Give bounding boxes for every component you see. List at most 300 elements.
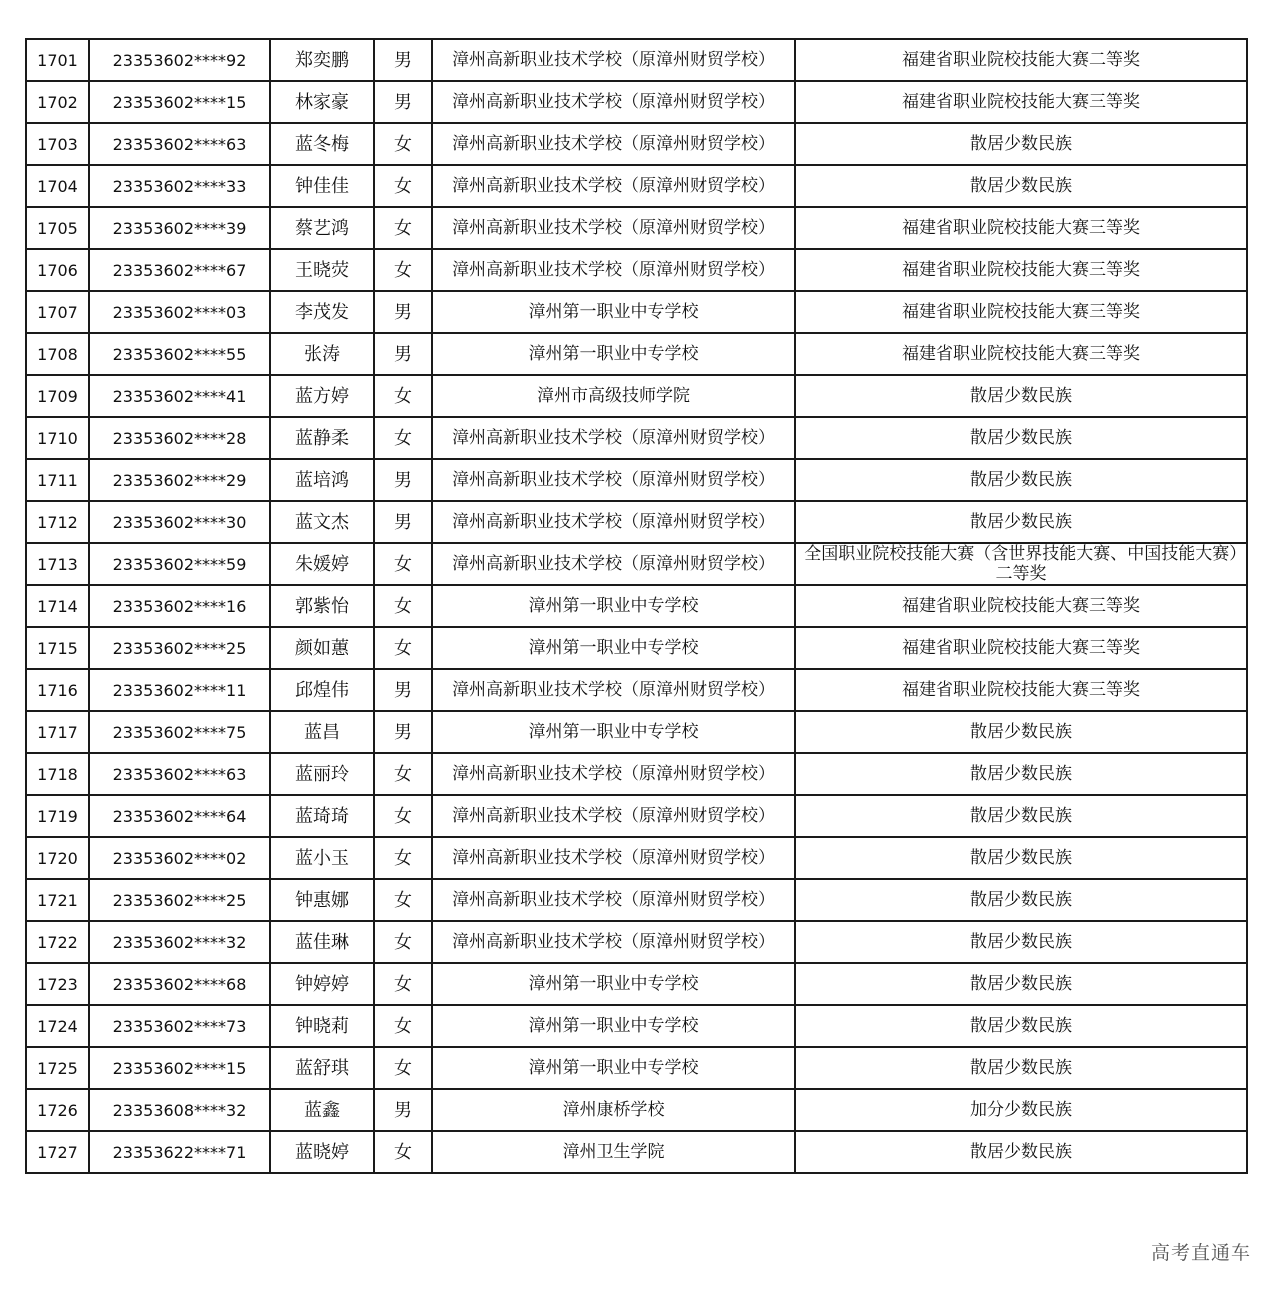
school-cell <box>432 585 795 627</box>
bonus-reason-cell-text: 散居少数民族 <box>970 427 1072 448</box>
exam-id-cell <box>89 165 270 207</box>
school-cell <box>432 627 795 669</box>
student-name-cell <box>270 1089 374 1131</box>
student-name-cell-text: 邱煌伟 <box>295 679 349 701</box>
serial-number-cell-text: 1727 <box>37 1142 78 1162</box>
school-cell-text: 漳州高新职业技术学校（原漳州财贸学校） <box>452 511 775 532</box>
gender-cell-text: 男 <box>394 721 412 743</box>
school-cell <box>432 291 795 333</box>
student-name-cell-text: 王晓荧 <box>295 259 349 281</box>
gender-cell-text: 男 <box>394 511 412 533</box>
bonus-reason-cell <box>795 543 1247 585</box>
serial-number-cell <box>26 207 89 249</box>
school-cell-text: 漳州第一职业中专学校 <box>528 1057 699 1078</box>
bonus-reason-cell <box>795 711 1247 753</box>
exam-id-cell <box>89 921 270 963</box>
school-cell <box>432 837 795 879</box>
gender-cell <box>374 921 432 963</box>
gender-cell <box>374 1131 432 1173</box>
student-name-cell-text: 郭紫怡 <box>295 595 349 617</box>
gender-cell <box>374 543 432 585</box>
school-cell-text: 漳州高新职业技术学校（原漳州财贸学校） <box>452 91 775 112</box>
school-cell-text: 漳州高新职业技术学校（原漳州财贸学校） <box>452 805 775 826</box>
student-name-cell <box>270 837 374 879</box>
exam-id-cell-text: 23353602****55 <box>112 344 247 364</box>
serial-number-cell-text: 1715 <box>37 638 78 658</box>
table-row <box>26 921 1247 963</box>
exam-id-cell <box>89 879 270 921</box>
bonus-reason-cell-text: 散居少数民族 <box>970 847 1072 868</box>
school-cell <box>432 963 795 1005</box>
bonus-reason-cell-text: 散居少数民族 <box>970 973 1072 994</box>
serial-number-cell-text: 1722 <box>37 932 78 952</box>
school-cell <box>432 1005 795 1047</box>
gender-cell-text: 女 <box>394 385 412 407</box>
student-name-cell-text: 钟惠娜 <box>295 889 349 911</box>
gender-cell-text: 女 <box>394 217 412 239</box>
student-name-cell-text: 蓝冬梅 <box>295 133 349 155</box>
student-name-cell <box>270 459 374 501</box>
exam-id-cell-text: 23353602****92 <box>112 50 247 70</box>
gender-cell-text: 女 <box>394 427 412 449</box>
exam-id-cell-text: 23353602****41 <box>112 386 247 406</box>
exam-id-cell <box>89 501 270 543</box>
bonus-reason-cell-text: 福建省职业院校技能大赛三等奖 <box>902 343 1140 364</box>
student-name-cell <box>270 963 374 1005</box>
student-name-cell-text: 钟婷婷 <box>295 973 349 995</box>
school-cell-text: 漳州高新职业技术学校（原漳州财贸学校） <box>452 217 775 238</box>
student-name-cell <box>270 711 374 753</box>
table-row <box>26 375 1247 417</box>
table-row <box>26 753 1247 795</box>
bonus-reason-cell-text: 散居少数民族 <box>970 721 1072 742</box>
school-cell <box>432 81 795 123</box>
bonus-reason-cell-text: 散居少数民族 <box>970 133 1072 154</box>
exam-id-cell <box>89 207 270 249</box>
serial-number-cell-text: 1714 <box>37 596 78 616</box>
bonus-reason-cell <box>795 501 1247 543</box>
student-name-cell <box>270 123 374 165</box>
student-name-cell-text: 钟晓莉 <box>295 1015 349 1037</box>
gender-cell <box>374 669 432 711</box>
student-name-cell <box>270 879 374 921</box>
student-name-cell-text: 林家豪 <box>295 91 349 113</box>
gender-cell <box>374 417 432 459</box>
exam-id-cell-text: 23353602****25 <box>112 890 247 910</box>
school-cell <box>432 1131 795 1173</box>
school-cell-text: 漳州高新职业技术学校（原漳州财贸学校） <box>452 847 775 868</box>
school-cell-text: 漳州高新职业技术学校（原漳州财贸学校） <box>452 427 775 448</box>
school-cell-text: 漳州高新职业技术学校（原漳州财贸学校） <box>452 175 775 196</box>
roster-body <box>26 39 1247 1173</box>
school-cell-text: 漳州第一职业中专学校 <box>528 973 699 994</box>
serial-number-cell-text: 1719 <box>37 806 78 826</box>
bonus-reason-cell-text: 散居少数民族 <box>970 511 1072 532</box>
bonus-reason-cell <box>795 627 1247 669</box>
exam-id-cell <box>89 543 270 585</box>
exam-id-cell-text: 23353602****33 <box>112 176 247 196</box>
gender-cell-text: 男 <box>394 679 412 701</box>
table-row <box>26 291 1247 333</box>
gender-cell <box>374 585 432 627</box>
table-row <box>26 879 1247 921</box>
exam-id-cell <box>89 585 270 627</box>
exam-id-cell <box>89 1005 270 1047</box>
serial-number-cell <box>26 753 89 795</box>
school-cell-text: 漳州第一职业中专学校 <box>528 595 699 616</box>
bonus-reason-cell-text: 散居少数民族 <box>970 931 1072 952</box>
exam-id-cell-text: 23353602****03 <box>112 302 247 322</box>
bonus-reason-cell <box>795 207 1247 249</box>
student-name-cell <box>270 921 374 963</box>
table-row <box>26 165 1247 207</box>
gender-cell <box>374 753 432 795</box>
table-row <box>26 837 1247 879</box>
school-cell-text: 漳州高新职业技术学校（原漳州财贸学校） <box>452 133 775 154</box>
gender-cell-text: 女 <box>394 133 412 155</box>
student-name-cell <box>270 291 374 333</box>
serial-number-cell <box>26 375 89 417</box>
bonus-reason-cell <box>795 879 1247 921</box>
gender-cell <box>374 711 432 753</box>
student-name-cell-text: 蓝文杰 <box>295 511 349 533</box>
student-name-cell <box>270 333 374 375</box>
bonus-reason-cell-text: 福建省职业院校技能大赛三等奖 <box>902 217 1140 238</box>
school-cell <box>432 795 795 837</box>
serial-number-cell <box>26 963 89 1005</box>
student-name-cell <box>270 207 374 249</box>
bonus-reason-cell <box>795 249 1247 291</box>
serial-number-cell <box>26 1005 89 1047</box>
exam-id-cell <box>89 1131 270 1173</box>
bonus-reason-cell <box>795 837 1247 879</box>
serial-number-cell-text: 1709 <box>37 386 78 406</box>
gender-cell-text: 男 <box>394 301 412 323</box>
gender-cell <box>374 879 432 921</box>
serial-number-cell <box>26 1089 89 1131</box>
serial-number-cell-text: 1713 <box>37 554 78 574</box>
school-cell <box>432 753 795 795</box>
school-cell-text: 漳州第一职业中专学校 <box>528 721 699 742</box>
student-name-cell-text: 蓝丽玲 <box>295 763 349 785</box>
bonus-reason-cell-text: 散居少数民族 <box>970 385 1072 406</box>
gender-cell <box>374 165 432 207</box>
student-name-cell-text: 朱媛婷 <box>295 553 349 575</box>
serial-number-cell-text: 1717 <box>37 722 78 742</box>
serial-number-cell <box>26 711 89 753</box>
exam-id-cell-text: 23353602****28 <box>112 428 247 448</box>
serial-number-cell-text: 1721 <box>37 890 78 910</box>
gender-cell-text: 女 <box>394 637 412 659</box>
serial-number-cell-text: 1712 <box>37 512 78 532</box>
exam-id-cell-text: 23353602****63 <box>112 764 247 784</box>
table-row <box>26 39 1247 81</box>
serial-number-cell-text: 1703 <box>37 134 78 154</box>
table-row <box>26 417 1247 459</box>
serial-number-cell <box>26 39 89 81</box>
gender-cell-text: 男 <box>394 343 412 365</box>
serial-number-cell-text: 1711 <box>37 470 78 490</box>
exam-id-cell-text: 23353602****16 <box>112 596 247 616</box>
bonus-reason-cell <box>795 459 1247 501</box>
serial-number-cell <box>26 879 89 921</box>
bonus-reason-cell <box>795 39 1247 81</box>
bonus-reason-cell-text: 福建省职业院校技能大赛三等奖 <box>902 637 1140 658</box>
gender-cell-text: 女 <box>394 889 412 911</box>
gender-cell-text: 女 <box>394 553 412 575</box>
school-cell <box>432 501 795 543</box>
student-name-cell-text: 蓝昌 <box>304 721 340 743</box>
school-cell-text: 漳州高新职业技术学校（原漳州财贸学校） <box>452 49 775 70</box>
student-name-cell <box>270 249 374 291</box>
serial-number-cell <box>26 627 89 669</box>
exam-id-cell-text: 23353602****75 <box>112 722 247 742</box>
student-name-cell-text: 蓝佳琳 <box>295 931 349 953</box>
student-name-cell-text: 张涛 <box>304 343 340 365</box>
exam-id-cell <box>89 39 270 81</box>
table-row <box>26 543 1247 585</box>
student-name-cell-text: 蓝鑫 <box>304 1099 340 1121</box>
school-cell <box>432 543 795 585</box>
student-name-cell-text: 郑奕鹏 <box>295 49 349 71</box>
bonus-reason-cell-text: 散居少数民族 <box>970 805 1072 826</box>
gender-cell <box>374 375 432 417</box>
bonus-reason-cell <box>795 669 1247 711</box>
table-row <box>26 1089 1247 1131</box>
student-name-cell <box>270 39 374 81</box>
bonus-reason-cell <box>795 1089 1247 1131</box>
student-name-cell <box>270 585 374 627</box>
gender-cell <box>374 81 432 123</box>
bonus-reason-cell-text: 散居少数民族 <box>970 763 1072 784</box>
school-cell <box>432 249 795 291</box>
exam-id-cell-text: 23353602****15 <box>112 92 247 112</box>
bonus-reason-cell-text: 加分少数民族 <box>970 1099 1072 1120</box>
exam-id-cell <box>89 249 270 291</box>
gender-cell <box>374 291 432 333</box>
exam-id-cell <box>89 837 270 879</box>
bonus-reason-cell <box>795 1005 1247 1047</box>
serial-number-cell <box>26 585 89 627</box>
student-name-cell-text: 蓝晓婷 <box>295 1141 349 1163</box>
gender-cell-text: 女 <box>394 847 412 869</box>
gender-cell-text: 女 <box>394 259 412 281</box>
school-cell-text: 漳州第一职业中专学校 <box>528 637 699 658</box>
roster-table <box>25 38 1248 1174</box>
serial-number-cell <box>26 837 89 879</box>
student-name-cell-text: 李茂发 <box>295 301 349 323</box>
serial-number-cell <box>26 1131 89 1173</box>
gender-cell <box>374 333 432 375</box>
serial-number-cell-text: 1726 <box>37 1100 78 1120</box>
table-row <box>26 249 1247 291</box>
school-cell <box>432 165 795 207</box>
exam-id-cell <box>89 669 270 711</box>
bonus-reason-cell <box>795 123 1247 165</box>
exam-id-cell <box>89 333 270 375</box>
school-cell-text: 漳州卫生学院 <box>562 1141 665 1162</box>
student-name-cell <box>270 1131 374 1173</box>
school-cell <box>432 1089 795 1131</box>
table-row <box>26 459 1247 501</box>
student-name-cell <box>270 795 374 837</box>
watermark-text: 高考直通车 <box>1150 1242 1251 1264</box>
serial-number-cell <box>26 249 89 291</box>
school-cell <box>432 1047 795 1089</box>
gender-cell <box>374 459 432 501</box>
exam-id-cell <box>89 711 270 753</box>
school-cell <box>432 459 795 501</box>
exam-id-cell <box>89 963 270 1005</box>
exam-id-cell <box>89 795 270 837</box>
exam-id-cell-text: 23353602****59 <box>112 554 247 574</box>
gender-cell <box>374 1047 432 1089</box>
serial-number-cell <box>26 291 89 333</box>
exam-id-cell-text: 23353602****11 <box>112 680 247 700</box>
student-name-cell <box>270 417 374 459</box>
serial-number-cell-text: 1725 <box>37 1058 78 1078</box>
serial-number-cell-text: 1716 <box>37 680 78 700</box>
student-name-cell <box>270 81 374 123</box>
gender-cell <box>374 249 432 291</box>
school-cell <box>432 921 795 963</box>
school-cell <box>432 207 795 249</box>
gender-cell <box>374 207 432 249</box>
gender-cell-text: 女 <box>394 175 412 197</box>
bonus-reason-cell-text: 全国职业院校技能大赛（含世界技能大赛、中国技能大赛）二等奖 <box>804 544 1238 584</box>
gender-cell <box>374 963 432 1005</box>
exam-id-cell-text: 23353602****39 <box>112 218 247 238</box>
table-row <box>26 1047 1247 1089</box>
serial-number-cell <box>26 543 89 585</box>
gender-cell-text: 男 <box>394 1099 412 1121</box>
exam-id-cell-text: 23353602****15 <box>112 1058 247 1078</box>
exam-id-cell-text: 23353602****29 <box>112 470 247 490</box>
gender-cell <box>374 39 432 81</box>
gender-cell-text: 女 <box>394 1057 412 1079</box>
school-cell-text: 漳州高新职业技术学校（原漳州财贸学校） <box>452 889 775 910</box>
school-cell <box>432 123 795 165</box>
school-cell-text: 漳州康桥学校 <box>562 1099 665 1120</box>
serial-number-cell-text: 1706 <box>37 260 78 280</box>
gender-cell-text: 女 <box>394 1015 412 1037</box>
exam-id-cell <box>89 627 270 669</box>
school-cell-text: 漳州高新职业技术学校（原漳州财贸学校） <box>452 931 775 952</box>
gender-cell-text: 女 <box>394 931 412 953</box>
school-cell <box>432 669 795 711</box>
school-cell-text: 漳州市高级技师学院 <box>537 385 690 406</box>
exam-id-cell-text: 23353608****32 <box>112 1100 247 1120</box>
table-row <box>26 711 1247 753</box>
exam-id-cell-text: 23353602****73 <box>112 1016 247 1036</box>
table-row <box>26 81 1247 123</box>
bonus-reason-cell-text: 散居少数民族 <box>970 1057 1072 1078</box>
exam-id-cell-text: 23353602****64 <box>112 806 247 826</box>
serial-number-cell <box>26 795 89 837</box>
exam-id-cell <box>89 417 270 459</box>
gender-cell <box>374 837 432 879</box>
gender-cell <box>374 1005 432 1047</box>
serial-number-cell <box>26 81 89 123</box>
student-name-cell-text: 蓝舒琪 <box>295 1057 349 1079</box>
gender-cell <box>374 627 432 669</box>
serial-number-cell <box>26 165 89 207</box>
exam-id-cell <box>89 1089 270 1131</box>
school-cell <box>432 879 795 921</box>
bonus-reason-cell <box>795 753 1247 795</box>
table-row <box>26 123 1247 165</box>
exam-id-cell-text: 23353622****71 <box>112 1142 247 1162</box>
exam-id-cell-text: 23353602****68 <box>112 974 247 994</box>
gender-cell-text: 男 <box>394 49 412 71</box>
table-row <box>26 627 1247 669</box>
bonus-reason-cell-text: 福建省职业院校技能大赛三等奖 <box>902 595 1140 616</box>
student-name-cell-text: 蔡艺鸿 <box>295 217 349 239</box>
bonus-reason-cell-text: 福建省职业院校技能大赛三等奖 <box>902 91 1140 112</box>
gender-cell-text: 女 <box>394 973 412 995</box>
serial-number-cell <box>26 669 89 711</box>
serial-number-cell-text: 1701 <box>37 50 78 70</box>
bonus-reason-cell <box>795 81 1247 123</box>
table-row <box>26 1005 1247 1047</box>
bonus-reason-cell <box>795 921 1247 963</box>
table-row <box>26 585 1247 627</box>
exam-id-cell-text: 23353602****02 <box>112 848 247 868</box>
table-row <box>26 795 1247 837</box>
exam-id-cell <box>89 1047 270 1089</box>
serial-number-cell-text: 1707 <box>37 302 78 322</box>
exam-id-cell <box>89 81 270 123</box>
table-row <box>26 669 1247 711</box>
bonus-reason-cell-text: 散居少数民族 <box>970 1141 1072 1162</box>
gender-cell <box>374 501 432 543</box>
exam-id-cell <box>89 291 270 333</box>
school-cell-text: 漳州第一职业中专学校 <box>528 301 699 322</box>
school-cell <box>432 375 795 417</box>
bonus-reason-cell <box>795 291 1247 333</box>
bonus-reason-cell <box>795 1047 1247 1089</box>
student-name-cell <box>270 1047 374 1089</box>
bonus-reason-cell <box>795 165 1247 207</box>
serial-number-cell <box>26 459 89 501</box>
serial-number-cell-text: 1723 <box>37 974 78 994</box>
bonus-reason-cell <box>795 795 1247 837</box>
serial-number-cell-text: 1708 <box>37 344 78 364</box>
exam-id-cell <box>89 459 270 501</box>
school-cell <box>432 39 795 81</box>
serial-number-cell-text: 1720 <box>37 848 78 868</box>
student-name-cell <box>270 375 374 417</box>
serial-number-cell-text: 1705 <box>37 218 78 238</box>
bonus-reason-cell <box>795 585 1247 627</box>
student-name-cell <box>270 501 374 543</box>
exam-id-cell <box>89 123 270 165</box>
bonus-reason-cell-text: 福建省职业院校技能大赛二等奖 <box>902 49 1140 70</box>
gender-cell-text: 男 <box>394 91 412 113</box>
bonus-reason-cell-text: 福建省职业院校技能大赛三等奖 <box>902 679 1140 700</box>
exam-id-cell-text: 23353602****30 <box>112 512 247 532</box>
bonus-reason-cell-text: 福建省职业院校技能大赛三等奖 <box>902 301 1140 322</box>
gender-cell-text: 女 <box>394 595 412 617</box>
serial-number-cell-text: 1710 <box>37 428 78 448</box>
student-name-cell-text: 蓝琦琦 <box>295 805 349 827</box>
bonus-reason-cell <box>795 417 1247 459</box>
gender-cell-text: 女 <box>394 1141 412 1163</box>
serial-number-cell <box>26 1047 89 1089</box>
bonus-reason-cell-text: 散居少数民族 <box>970 1015 1072 1036</box>
student-name-cell <box>270 543 374 585</box>
gender-cell-text: 男 <box>394 469 412 491</box>
